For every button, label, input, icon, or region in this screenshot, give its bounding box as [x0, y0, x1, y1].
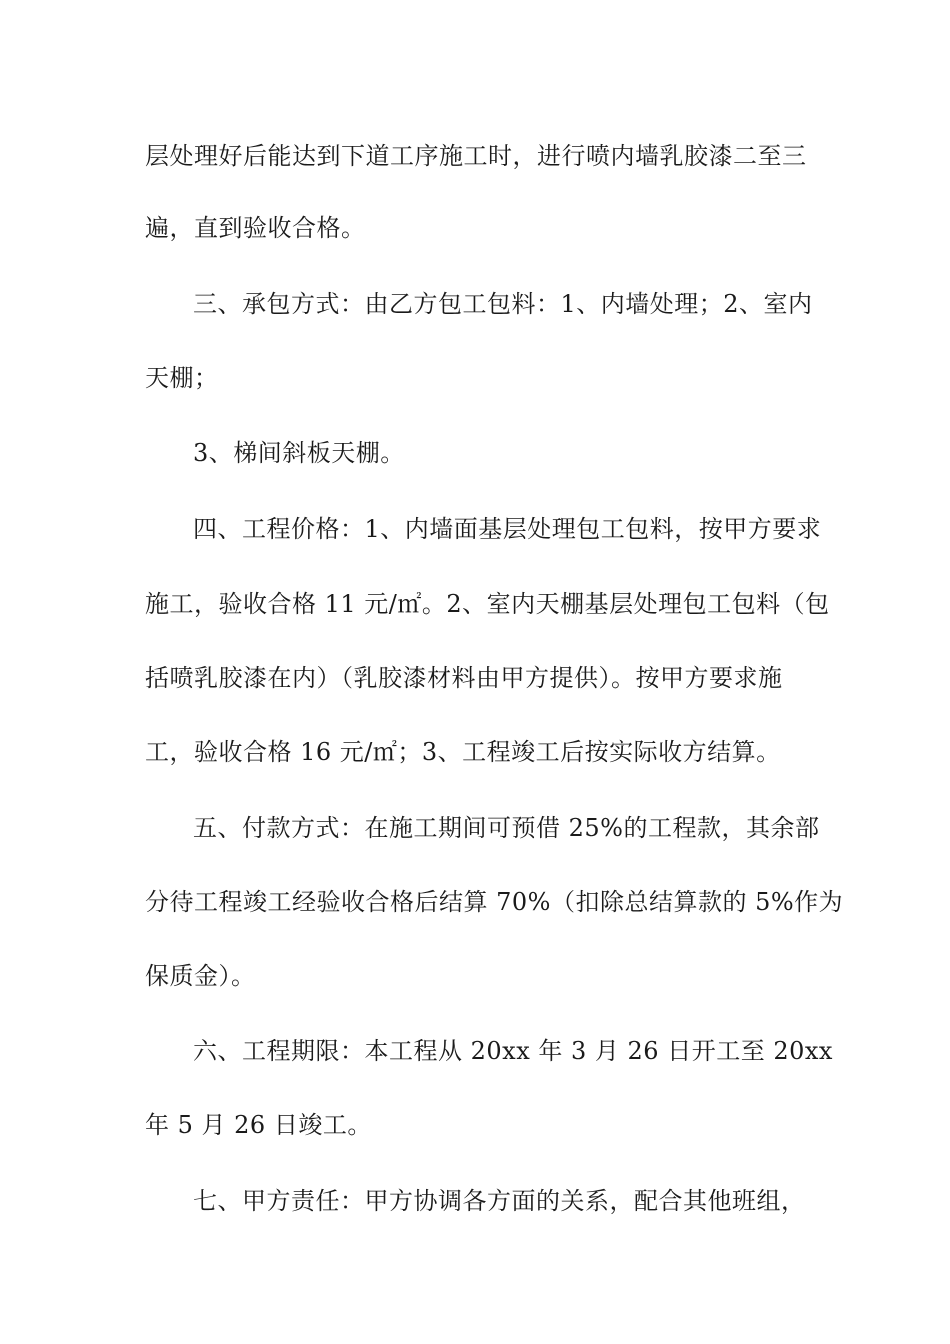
- text-line: 括喷乳胶漆在内）（乳胶漆材料由甲方提供）。按甲方要求施: [145, 664, 783, 692]
- section-heading-project-price: 四、工程价格：1、内墙面基层处理包工包料，按甲方要求: [193, 515, 822, 543]
- section-heading-party-a-responsibility: 七、甲方责任：甲方协调各方面的关系，配合其他班组，: [193, 1187, 806, 1215]
- section-heading-project-period: 六、工程期限：本工程从 20xx 年 3 月 26 日开工至 20xx: [193, 1037, 833, 1065]
- text-line: 施工，验收合格 11 元/㎡。2、室内天棚基层处理包工包料（包: [145, 590, 830, 618]
- text-line: 层处理好后能达到下道工序施工时，进行喷内墙乳胶漆二至三: [145, 142, 807, 170]
- text-line: 工，验收合格 16 元/㎡；3、工程竣工后按实际收方结算。: [145, 738, 781, 766]
- section-heading-contract-method: 三、承包方式：由乙方包工包料：1、内墙处理；2、室内: [193, 290, 813, 318]
- text-line: 分待工程竣工经验收合格后结算 70%（扣除总结算款的 5%作为: [145, 888, 844, 916]
- section-heading-payment-method: 五、付款方式：在施工期间可预借 25%的工程款，其余部: [193, 814, 820, 842]
- text-line: 年 5 月 26 日竣工。: [145, 1111, 372, 1139]
- text-line: 天棚；: [145, 364, 219, 392]
- text-line: 保质金）。: [145, 962, 256, 990]
- text-line: 3、梯间斜板天棚。: [193, 439, 405, 467]
- text-line: 遍，直到验收合格。: [145, 214, 366, 242]
